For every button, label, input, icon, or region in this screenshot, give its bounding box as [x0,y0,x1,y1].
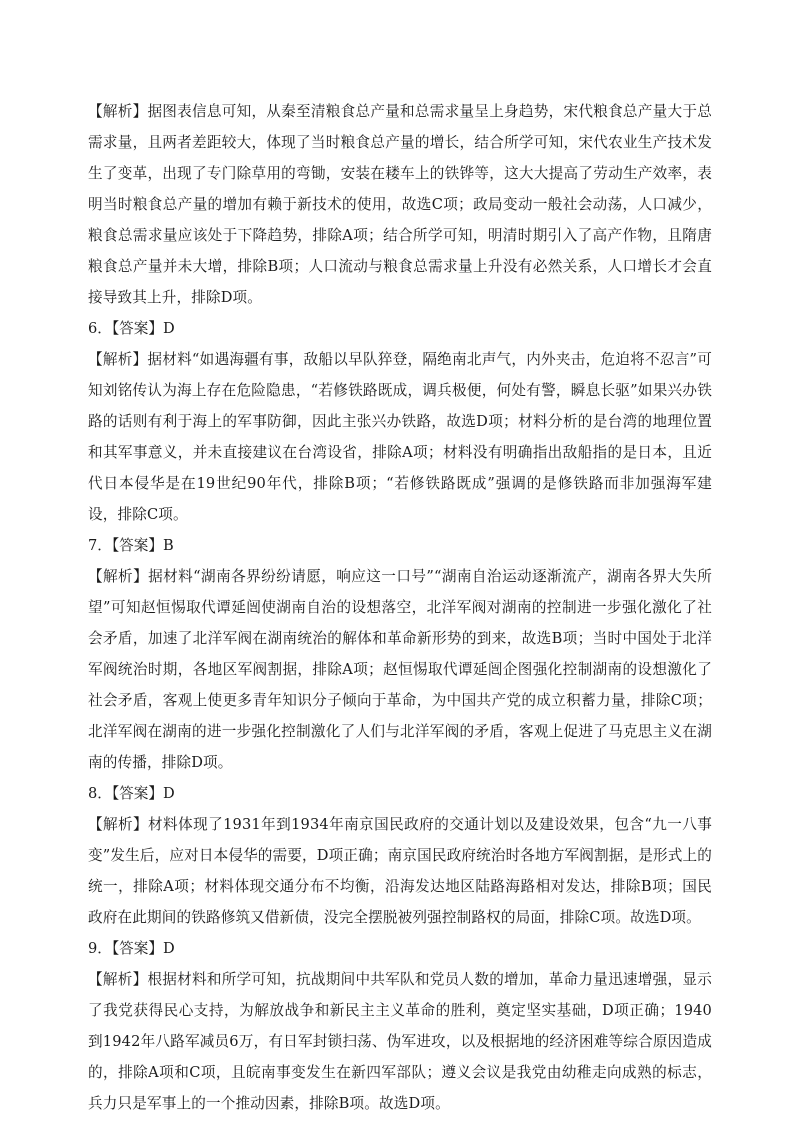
answer-line-9 [88,933,712,964]
analysis-paragraph-5 [88,96,712,313]
analysis-paragraph-9 [88,964,712,1119]
answer-value: B [162,537,174,554]
answer-value: D [162,785,175,802]
analysis-text: 根据材料和所学可知，抗战期间中共军队和党员人数的增加，革命力量迅速增强，显示了我党获得民心支持，为解放战争和新民主主义革命的胜利，奠定坚实基础，D项正确；1940到1942年八路军减员6万，有日军封锁扫荡、伪军进攻，以及根据地的经济困难等综合原因造成的，排除A项和C项，且皖南事变发生在新四军部队；遵义会议是我党由幼稚走向成熟的标志，兵力只是军事上的一个推动因素，排除B项。故选D项。 [88,971,712,1112]
answer-line-7 [88,530,712,561]
analysis-tag: 【解析】 [88,971,148,988]
analysis-tag: 【解析】 [88,816,149,833]
document-page [88,96,712,1119]
answer-tag: 【答案】 [111,320,163,337]
answer-tag: 【答案】 [111,537,163,554]
question-number: 6． [88,320,112,337]
analysis-tag: 【解析】 [88,568,149,585]
analysis-paragraph-7 [88,561,712,778]
analysis-text: 据材料“湖南各界纷纷请愿，响应这一口号”“湖南自治运动逐渐流产，湖南各界大失所望”可知赵恒惕取代谭延闿使湖南自治的设想落空，北洋军阀对湖南的控制进一步强化激化了社会矛盾，加速了北洋军阀在湖南统治的解体和革命新形势的到来，故选B项；当时中国处于北洋军阀统治时期，各地区军阀割据，排除A项；赵恒惕取代谭延闿企图强化控制湖南的设想激化了社会矛盾，客观上使更多青年知识分子倾向于革命，为中国共产党的成立积蓄力量，排除C项；北洋军阀在湖南的进一步强化控制激化了人们与北洋军阀的矛盾，客观上促进了马克思主义在湖南的传播，排除D项。 [88,568,712,771]
analysis-paragraph-8 [88,809,712,933]
analysis-text: 据材料“如遇海疆有事，敌船以早队猝登，隔绝南北声气，内外夹击，危迫将不忍言”可知刘铭传认为海上存在危险隐患，“若修铁路既成，调兵极便，何处有警，瞬息长驱”如果兴办铁路的话则有利于海上的军事防御，因此主张兴办铁路，故选D项；材料分析的是台湾的地理位置和其军事意义，并未直接建议在台湾设省，排除A项；材料没有明确指出敌船指的是日本，且近代日本侵华是在19世纪90年代，排除B项；“若修铁路既成”强调的是修铁路而非加强海军建设，排除C项。 [88,351,712,523]
answer-line-8 [88,778,712,809]
analysis-text: 材料体现了1931年到1934年南京国民政府的交通计划以及建设效果，包含“九一八事变”发生后，应对日本侵华的需要，D项正确；南京国民政府统治时各地方军阀割据，是形式上的统一，排除A项；材料体现交通分布不均衡，沿海发达地区陆路海路相对发达，排除B项；国民政府在此期间的铁路修筑又借新债，没完全摆脱被列强控制路权的局面，排除C项。故选D项。 [88,816,712,926]
analysis-tag: 【解析】 [88,103,148,120]
analysis-paragraph-6 [88,344,712,530]
question-number: 7． [88,537,112,554]
answer-line-6 [88,313,712,344]
question-number: 9． [88,940,112,957]
answer-value: D [162,940,175,957]
answer-tag: 【答案】 [111,940,163,957]
answer-tag: 【答案】 [111,785,163,802]
analysis-tag: 【解析】 [88,351,148,368]
analysis-text: 据图表信息可知，从秦至清粮食总产量和总需求量呈上身趋势，宋代粮食总产量大于总需求量，且两者差距较大，体现了当时粮食总产量的增长，结合所学可知，宋代农业生产技术发生了变革，出现了专门除草用的弯锄，安装在耧车上的铁铧等，这大大提高了劳动生产效率，表明当时粮食总产量的增加有赖于新技术的使用，故选C项；政局变动一般社会动荡，人口减少，粮食总需求量应该处于下降趋势，排除A项；结合所学可知，明清时期引入了高产作物，且隋唐粮食总产量并未大增，排除B项；人口流动与粮食总需求量上升没有必然关系，人口增长才会直接导致其上升，排除D项。 [88,103,712,306]
question-number: 8． [88,785,112,802]
answer-value: D [162,320,175,337]
